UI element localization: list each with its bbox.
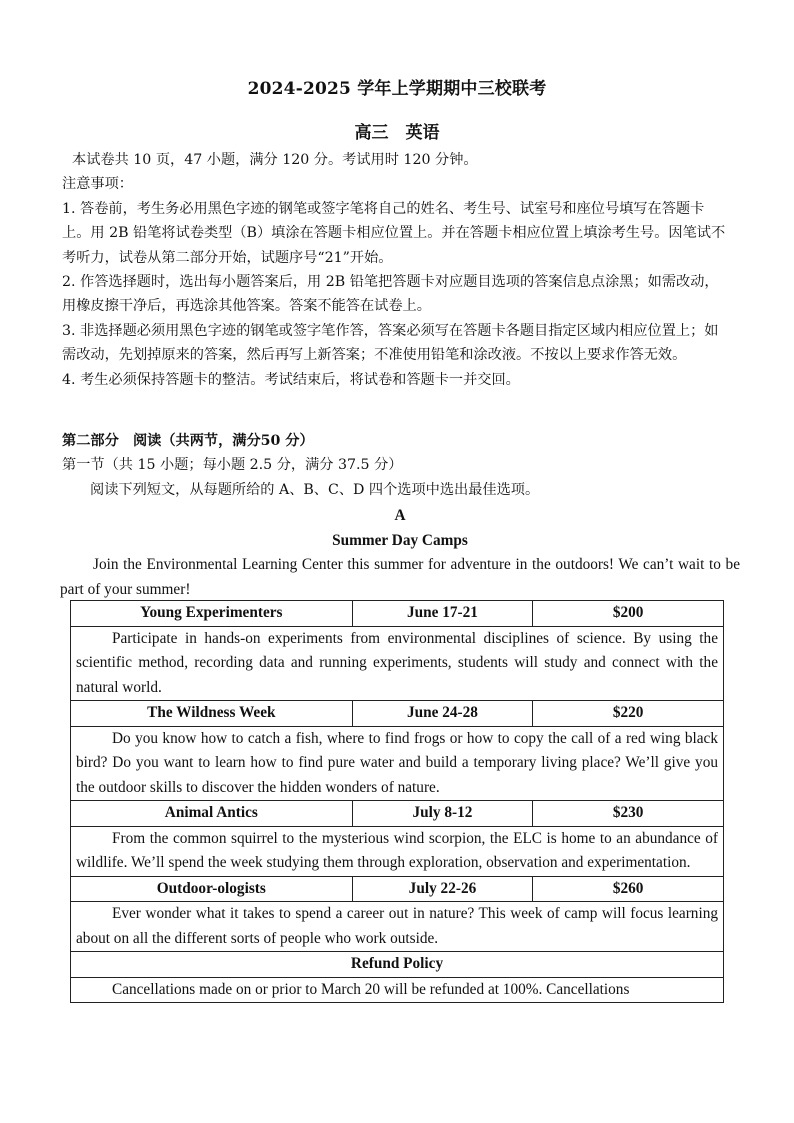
camp-name: Young Experimenters	[71, 601, 353, 627]
table-row	[71, 902, 724, 952]
camp-date: July 22-26	[352, 876, 533, 902]
notice-item-1: 1. 答卷前，考生务必用黑色字迹的钢笔或签字笔将自己的姓名、考生号、试室号和座位号填写在答题卡上。用 2B 铅笔将试卷类型（B）填涂在答题卡相应位置上。并在答题卡相应位置上填涂考生号。因笔试不考听力，试卷从第二部分开始，试题序号“21”开始。	[62, 200, 726, 266]
instructions-block	[62, 148, 730, 392]
notice-item-3: 3. 非选择题必须用黑色字迹的钢笔或签字笔作答，答案必须写在答题卡各题目指定区域内相应位置上；如需改动，先划掉原来的答案，然后再写上新答案；不准使用铅笔和涂改液。不按以上要求作答无效。	[62, 322, 719, 364]
table-row	[71, 952, 724, 978]
table-row	[71, 826, 724, 876]
camp-description: From the common squirrel to the mysterious wind scorpion, the ELC is home to an abundance of wildlife. We’ll spend the week studying them through exploration, observation and experimentation.	[71, 826, 724, 876]
exam-title: 2024-2025 学年上学期期中三校联考	[247, 79, 547, 99]
camp-name: The Wildness Week	[71, 701, 353, 727]
table-row	[71, 701, 724, 727]
part2-block	[62, 429, 730, 502]
camp-description: Ever wonder what it takes to spend a career out in nature? This week of camp will focus learning about on all the different sorts of people who work outside.	[71, 902, 724, 952]
camp-price: $260	[533, 876, 724, 902]
passage-title: Summer Day Camps	[332, 531, 468, 549]
table-row	[71, 726, 724, 801]
camp-price: $220	[533, 701, 724, 727]
camp-description: Do you know how to catch a fish, where to find frogs or how to copy the call of a red wing black bird? Do you want to learn how to find pure water and build a temporary living place? We’ll give you the outdoor skills to discover the hidden wonders of nature.	[71, 726, 724, 801]
reading-instruction: 阅读下列短文，从每题所给的 A、B、C、D 四个选项中选出最佳选项。	[90, 481, 540, 498]
passage-header	[60, 504, 740, 602]
camp-date: June 17-21	[352, 601, 533, 627]
camp-date: June 24-28	[352, 701, 533, 727]
table-row	[71, 801, 724, 827]
refund-text: Cancellations made on or prior to March 20 will be refunded at 100%. Cancellations	[71, 977, 724, 1003]
exam-subtitle: 高三 英语	[354, 123, 440, 143]
table-row	[71, 601, 724, 627]
notice-item-2: 2. 作答选择题时，选出每小题答案后，用 2B 铅笔把答题卡对应题目选项的答案信息点涂黑；如需改动，用橡皮擦干净后，再选涂其他答案。答案不能答在试卷上。	[62, 274, 719, 315]
camp-price: $200	[533, 601, 724, 627]
table-row	[71, 876, 724, 902]
exam-info-line: 本试卷共 10 页，47 小题，满分 120 分。考试用时 120 分钟。	[72, 152, 478, 168]
table-row	[71, 977, 724, 1003]
refund-heading: Refund Policy	[71, 952, 724, 978]
camp-name: Outdoor-ologists	[71, 876, 353, 902]
camp-date: July 8-12	[352, 801, 533, 827]
section1-heading: 第一节（共 15 小题；每小题 2.5 分，满分 37.5 分）	[62, 457, 403, 474]
passage-letter: A	[394, 507, 406, 524]
table-row	[71, 626, 724, 701]
notice-heading: 注意事项：	[62, 176, 133, 193]
passage-intro: Join the Environmental Learning Center this summer for adventure in the outdoors! We can’t wait to be part of your summer!	[60, 556, 740, 598]
camps-table	[70, 600, 724, 1003]
camp-price: $230	[533, 801, 724, 827]
notice-item-4: 4. 考生必须保持答题卡的整洁。考试结束后，将试卷和答题卡一并交回。	[62, 371, 520, 388]
camp-description: Participate in hands-on experiments from environmental disciplines of science. By using the scientific method, recording data and running experiments, students will study and connect with the natural world.	[71, 626, 724, 701]
part2-heading: 第二部分 阅读（共两节，满分50 分）	[62, 433, 314, 449]
camp-name: Animal Antics	[71, 801, 353, 827]
